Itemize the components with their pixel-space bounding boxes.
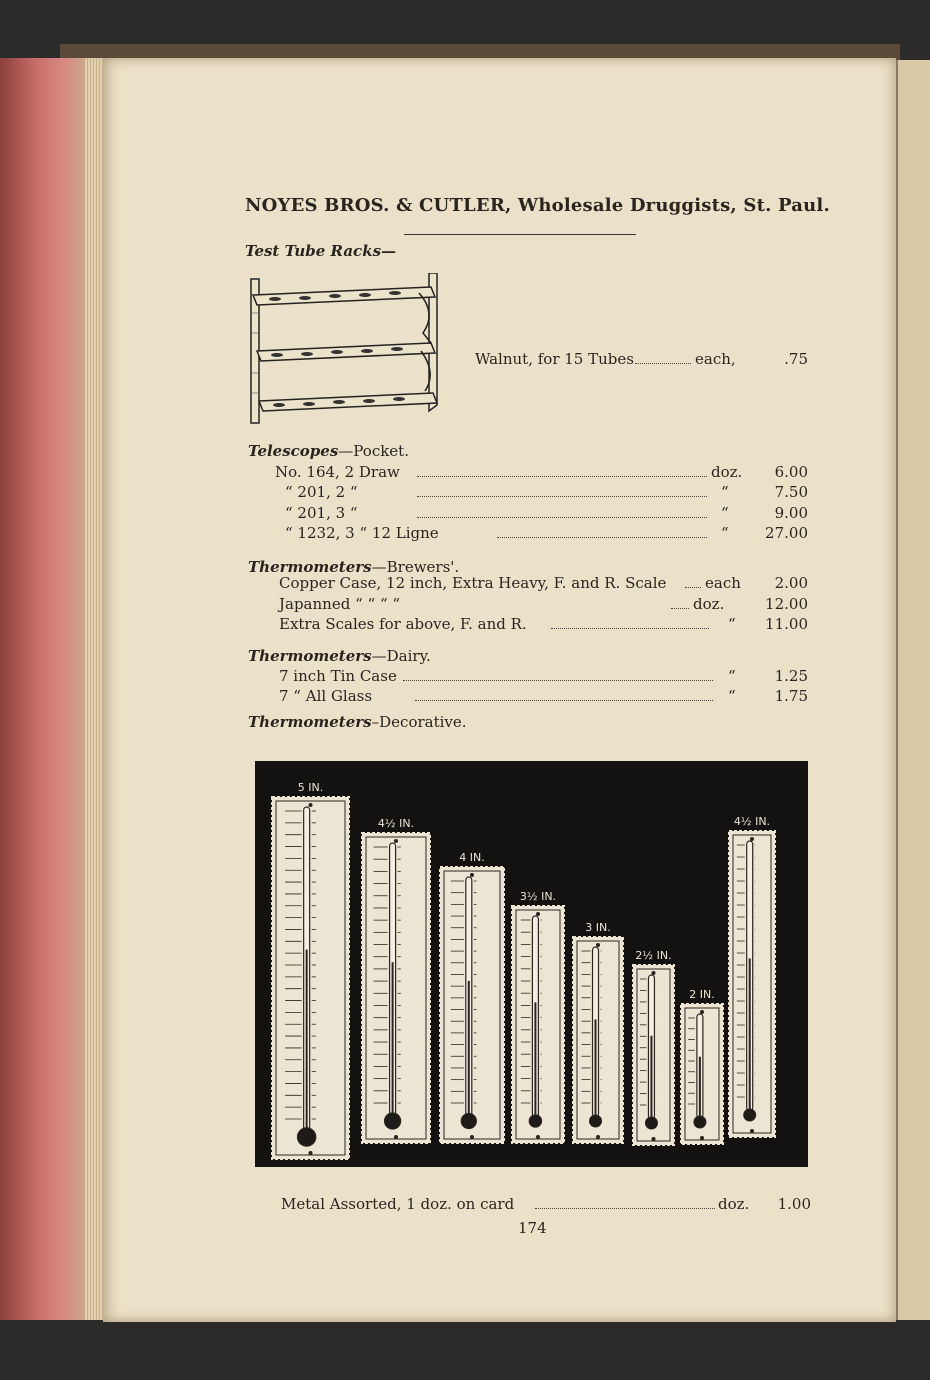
thermometer-card bbox=[362, 833, 430, 1143]
thermometer-size-label: 4½ IN. bbox=[733, 815, 771, 828]
page-edges-left bbox=[0, 58, 105, 1326]
racks-heading: Test Tube Racks— bbox=[245, 242, 397, 260]
brewers-row-unit: “ bbox=[728, 615, 736, 633]
thermometer-size-label: 5 IN. bbox=[297, 781, 324, 794]
telescopes-heading-text: Telescopes bbox=[248, 442, 339, 460]
thermometer-card bbox=[512, 906, 564, 1143]
page-header: NOYES BROS. & CUTLER, Wholesale Druggists, St. Paul. bbox=[245, 195, 830, 216]
telescopes-heading bbox=[248, 442, 409, 460]
brewers-row-label: Extra Scales for above, F. and R. bbox=[279, 615, 527, 633]
catalog-page bbox=[103, 58, 896, 1322]
decorative-thermometers-illustration bbox=[255, 761, 808, 1167]
telescope-row-unit: “ bbox=[721, 524, 729, 542]
dot-leader bbox=[551, 628, 709, 629]
brewers-row-price: 12.00 bbox=[765, 595, 808, 613]
rack-price: .75 bbox=[784, 350, 808, 368]
next-page-edge bbox=[896, 60, 930, 1322]
dot-leader bbox=[535, 1208, 715, 1209]
dairy-row-unit: “ bbox=[728, 687, 736, 705]
metal-assorted-price: 1.00 bbox=[777, 1195, 811, 1213]
telescope-row-unit: “ bbox=[721, 483, 729, 501]
brewers-subheading: —Brewers'. bbox=[371, 558, 460, 576]
telescope-row-unit: doz. bbox=[711, 463, 743, 481]
thermometer-size-label: 3 IN. bbox=[585, 921, 611, 934]
decorative-heading bbox=[248, 713, 467, 731]
dairy-row-price: 1.25 bbox=[774, 667, 808, 685]
telescope-row-price: 9.00 bbox=[774, 504, 808, 522]
brewers-row-price: 11.00 bbox=[765, 615, 808, 633]
thermometer-size-label: 3½ IN. bbox=[519, 890, 557, 903]
thermometer-card bbox=[272, 797, 349, 1159]
brewers-row-price: 2.00 bbox=[774, 574, 808, 592]
telescope-row-label: No. 164, 2 Draw bbox=[275, 463, 400, 481]
dot-leader bbox=[417, 476, 707, 477]
dot-leader bbox=[497, 537, 707, 538]
dairy-row-label: 7 inch Tin Case bbox=[279, 667, 397, 685]
decorative-heading-text: Thermometers bbox=[248, 713, 372, 731]
metal-assorted-description: Metal Assorted, 1 doz. on card bbox=[281, 1195, 515, 1213]
rack-unit: each, bbox=[695, 350, 736, 368]
thermometer-size-label: 2 IN. bbox=[689, 988, 715, 1001]
test-tube-rack-illustration bbox=[245, 273, 445, 433]
brewers-row-unit: each bbox=[705, 574, 741, 592]
rack-description: Walnut, for 15 Tubes bbox=[475, 350, 634, 368]
dairy-row-unit: “ bbox=[728, 667, 736, 685]
telescopes-subheading: —Pocket. bbox=[338, 442, 409, 460]
thermometer-size-label: 4 IN. bbox=[459, 851, 485, 864]
metal-assorted-unit: doz. bbox=[718, 1195, 750, 1213]
dairy-row-price: 1.75 bbox=[774, 687, 808, 705]
thermometer-size-label: 4½ IN. bbox=[377, 817, 415, 830]
brewers-row-label: Copper Case, 12 inch, Extra Heavy, F. and R. Scale bbox=[279, 574, 667, 592]
dot-leader bbox=[417, 517, 707, 518]
telescope-row-price: 27.00 bbox=[765, 524, 808, 542]
telescope-row-unit: “ bbox=[721, 504, 729, 522]
dairy-heading bbox=[248, 647, 431, 665]
header-rule bbox=[404, 234, 636, 235]
telescope-row-label: “ 1232, 3 “ 12 Ligne bbox=[285, 524, 439, 542]
dot-leader bbox=[635, 363, 691, 364]
thermometer-size-label: 2½ IN. bbox=[635, 949, 672, 962]
thermometer-card bbox=[440, 867, 504, 1143]
dot-leader bbox=[685, 587, 701, 588]
telescope-row-label: “ 201, 3 “ bbox=[285, 504, 358, 522]
thermometer-card bbox=[633, 965, 674, 1145]
dairy-row-label: 7 “ All Glass bbox=[279, 687, 373, 705]
dot-leader bbox=[417, 496, 707, 497]
thermometer-card bbox=[729, 831, 775, 1137]
dot-leader bbox=[403, 680, 713, 681]
brewers-heading-text: Thermometers bbox=[248, 558, 372, 576]
page-number: 174 bbox=[518, 1219, 547, 1237]
dot-leader bbox=[415, 700, 713, 701]
telescope-row-label: “ 201, 2 “ bbox=[285, 483, 358, 501]
background-bottom bbox=[0, 1320, 930, 1380]
telescope-row-price: 6.00 bbox=[774, 463, 808, 481]
brewers-row-label: Japanned “ “ “ “ bbox=[279, 595, 401, 613]
dot-leader bbox=[671, 608, 689, 609]
dairy-subheading: —Dairy. bbox=[371, 647, 431, 665]
brewers-row-unit: doz. bbox=[693, 595, 725, 613]
thermometer-card bbox=[681, 1004, 723, 1144]
decorative-subheading: –Decorative. bbox=[371, 713, 467, 731]
dairy-heading-text: Thermometers bbox=[248, 647, 372, 665]
telescope-row-price: 7.50 bbox=[774, 483, 808, 501]
thermometer-card bbox=[573, 937, 623, 1143]
